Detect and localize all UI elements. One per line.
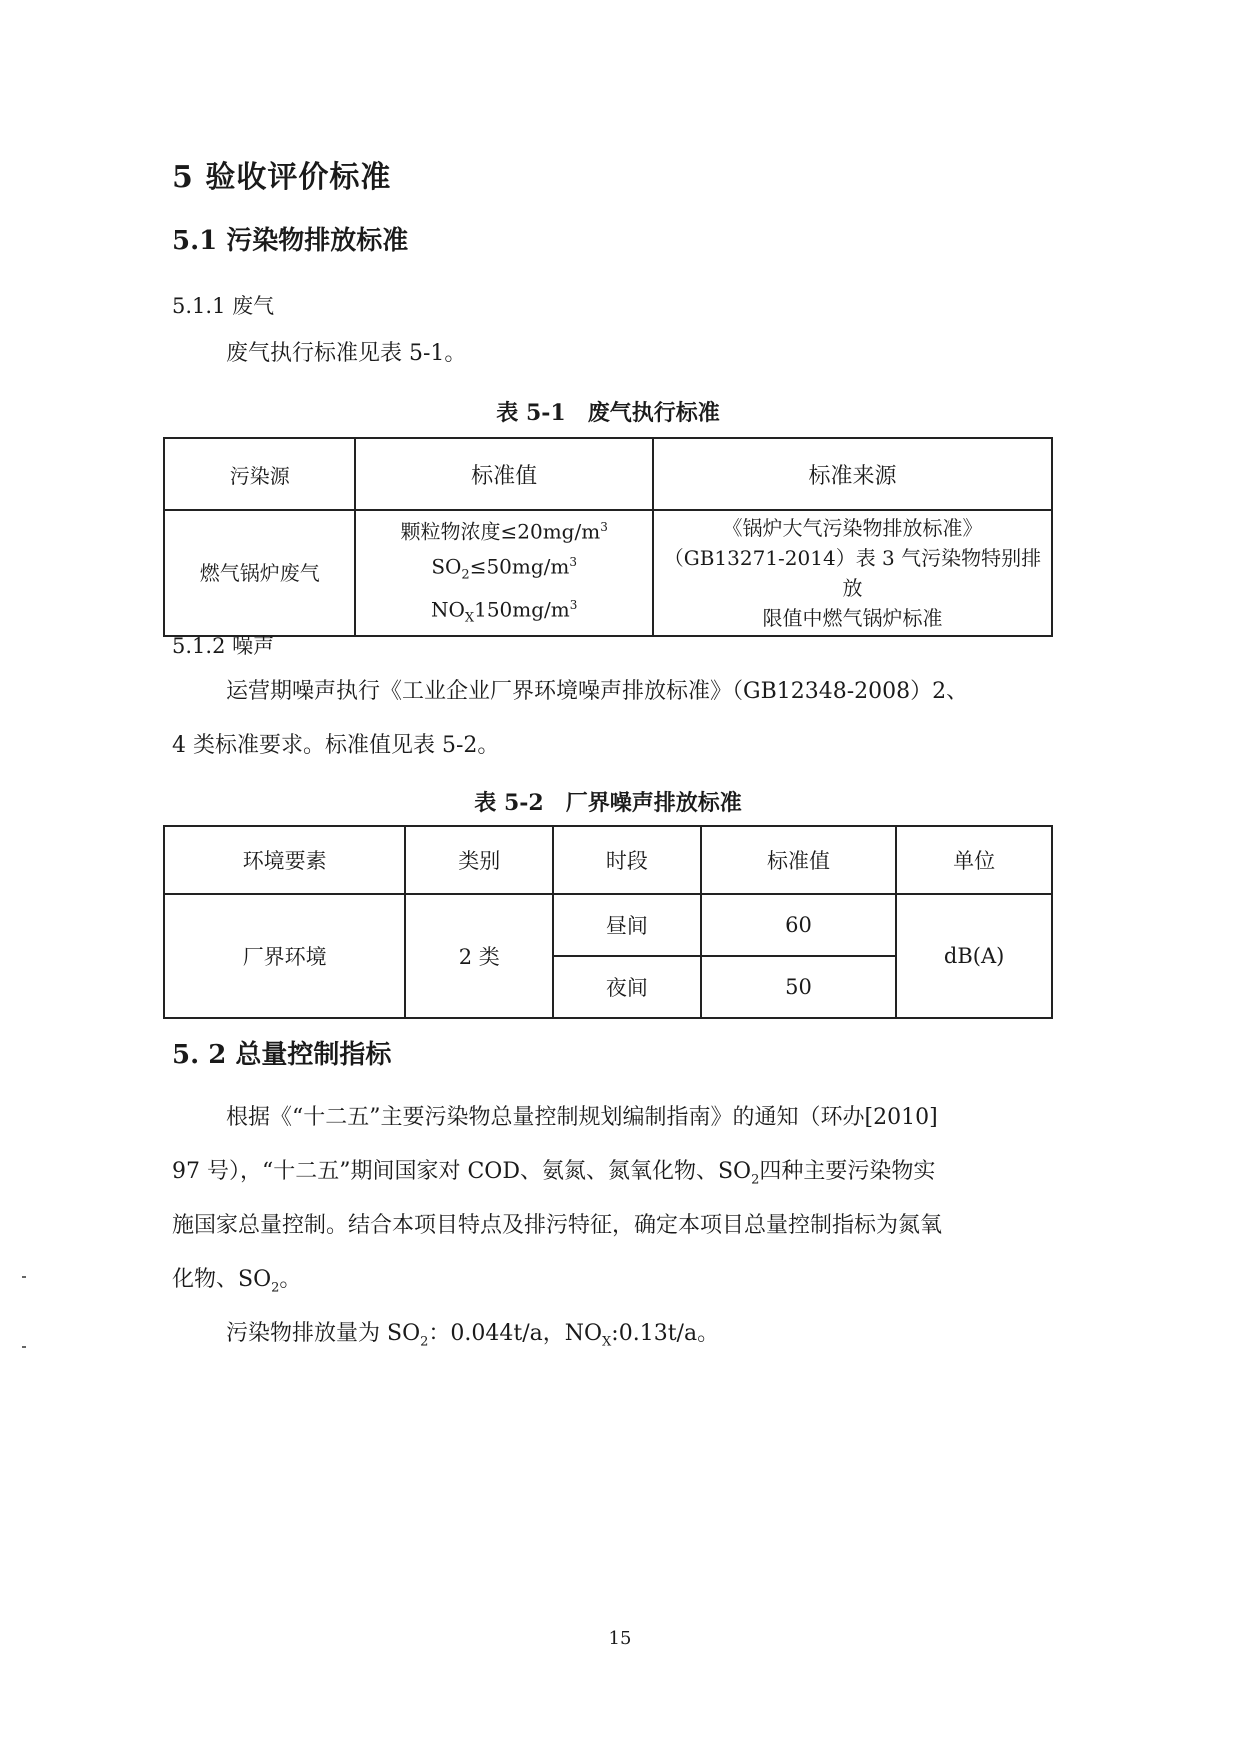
standard-value-text: 颗粒物浓度≤20mg/m bbox=[400, 519, 601, 544]
standard-value-text: ≤50mg/m bbox=[469, 554, 570, 579]
table-header-cell: 时段 bbox=[553, 826, 701, 894]
scan-speck bbox=[22, 1346, 26, 1348]
period-cell: 昼间 bbox=[553, 894, 701, 956]
paragraph-emission bbox=[226, 1310, 719, 1366]
standard-value-text: 150mg/m bbox=[474, 597, 570, 622]
standard-value-cell: 60 bbox=[701, 894, 897, 956]
table1-caption: 表 5-1 废气执行标准 bbox=[496, 400, 720, 426]
period-cell: 夜间 bbox=[553, 956, 701, 1018]
paragraph-waste-gas: 废气执行标准见表 5-1。 bbox=[226, 341, 467, 366]
page-number: 15 bbox=[608, 1628, 632, 1649]
subscript: X bbox=[602, 1334, 612, 1350]
standard-value-line bbox=[357, 512, 651, 547]
paragraph-text: 污染物排放量为 SO bbox=[226, 1321, 421, 1346]
noise-standard-table bbox=[163, 825, 1053, 1019]
table-header-cell: 类别 bbox=[405, 826, 553, 894]
category-cell: 2 类 bbox=[405, 894, 553, 1018]
section-heading-5-2: 5. 2 总量控制指标 bbox=[172, 1040, 392, 1070]
paragraph-noise-line2: 4 类标准要求。标准值见表 5-2。 bbox=[172, 733, 500, 758]
superscript: 3 bbox=[600, 520, 608, 534]
paragraph-text: ：0.044t/a，NO bbox=[428, 1321, 603, 1346]
subscript: X bbox=[464, 610, 475, 626]
section-heading-5-1: 5.1 污染物排放标准 bbox=[172, 226, 409, 256]
standard-value-line bbox=[357, 547, 651, 591]
paragraph-total-line4 bbox=[172, 1256, 301, 1312]
standard-origin-cell bbox=[653, 510, 1052, 636]
unit-cell: dB(A) bbox=[896, 894, 1052, 1018]
waste-gas-standard-table bbox=[163, 437, 1053, 637]
pollution-source-cell: 燃气锅炉废气 bbox=[164, 510, 355, 636]
paragraph-text: 四种主要污染物实 bbox=[759, 1159, 936, 1184]
table-header-row bbox=[164, 826, 1052, 894]
paragraph-text: 化物、SO bbox=[172, 1267, 272, 1292]
table-header-cell: 标准值 bbox=[355, 438, 653, 510]
standard-value-cell bbox=[355, 510, 653, 636]
table-row bbox=[164, 510, 1052, 636]
subscript: 2 bbox=[271, 1280, 280, 1296]
section-heading-5: 5 验收评价标准 bbox=[172, 160, 392, 195]
superscript: 3 bbox=[569, 554, 578, 569]
standard-value-text: NO bbox=[430, 597, 465, 622]
standard-origin-line: 《锅炉大气污染物排放标准》 bbox=[722, 515, 983, 540]
table-header-cell: 单位 bbox=[896, 826, 1052, 894]
table-header-row bbox=[164, 438, 1052, 510]
subscript: 2 bbox=[751, 1172, 760, 1188]
table-header-cell: 标准来源 bbox=[653, 438, 1052, 510]
superscript: 3 bbox=[569, 598, 578, 613]
standard-value-text: SO bbox=[431, 554, 462, 579]
section-heading-5-1-1: 5.1.1 废气 bbox=[172, 294, 275, 318]
standard-value-line bbox=[357, 590, 651, 634]
paragraph-text: :0.13t/a。 bbox=[611, 1321, 720, 1346]
subscript: 2 bbox=[420, 1334, 429, 1350]
section-heading-5-1-2: 5.1.2 噪声 bbox=[172, 634, 275, 658]
paragraph-total-line1: 根据《“十二五”主要污染物总量控制规划编制指南》的通知（环办[2010] bbox=[226, 1105, 938, 1130]
table-header-cell: 污染源 bbox=[164, 438, 355, 510]
standard-value-cell: 50 bbox=[701, 956, 897, 1018]
table-header-cell: 环境要素 bbox=[164, 826, 405, 894]
table-header-cell: 标准值 bbox=[701, 826, 897, 894]
paragraph-total-line3: 施国家总量控制。结合本项目特点及排污特征，确定本项目总量控制指标为氮氧 bbox=[172, 1213, 943, 1238]
table2-caption: 表 5-2 厂界噪声排放标准 bbox=[474, 790, 742, 816]
environment-element-cell: 厂界环境 bbox=[164, 894, 405, 1018]
standard-origin-line: 限值中燃气锅炉标准 bbox=[762, 605, 943, 630]
paragraph-text: 97 号），“十二五”期间国家对 COD、氨氮、氮氧化物、SO bbox=[172, 1159, 752, 1184]
paragraph-text: 。 bbox=[279, 1267, 302, 1292]
paragraph-total-line2 bbox=[172, 1148, 935, 1204]
subscript: 2 bbox=[461, 567, 470, 583]
paragraph-noise-line1: 运营期噪声执行《工业企业厂界环境噪声排放标准》（GB12348-2008）2、 bbox=[226, 679, 969, 704]
standard-origin-line: （GB13271-2014）表 3 气污染物特别排放 bbox=[663, 545, 1042, 600]
table-row bbox=[164, 894, 1052, 956]
scan-speck bbox=[22, 1276, 26, 1278]
